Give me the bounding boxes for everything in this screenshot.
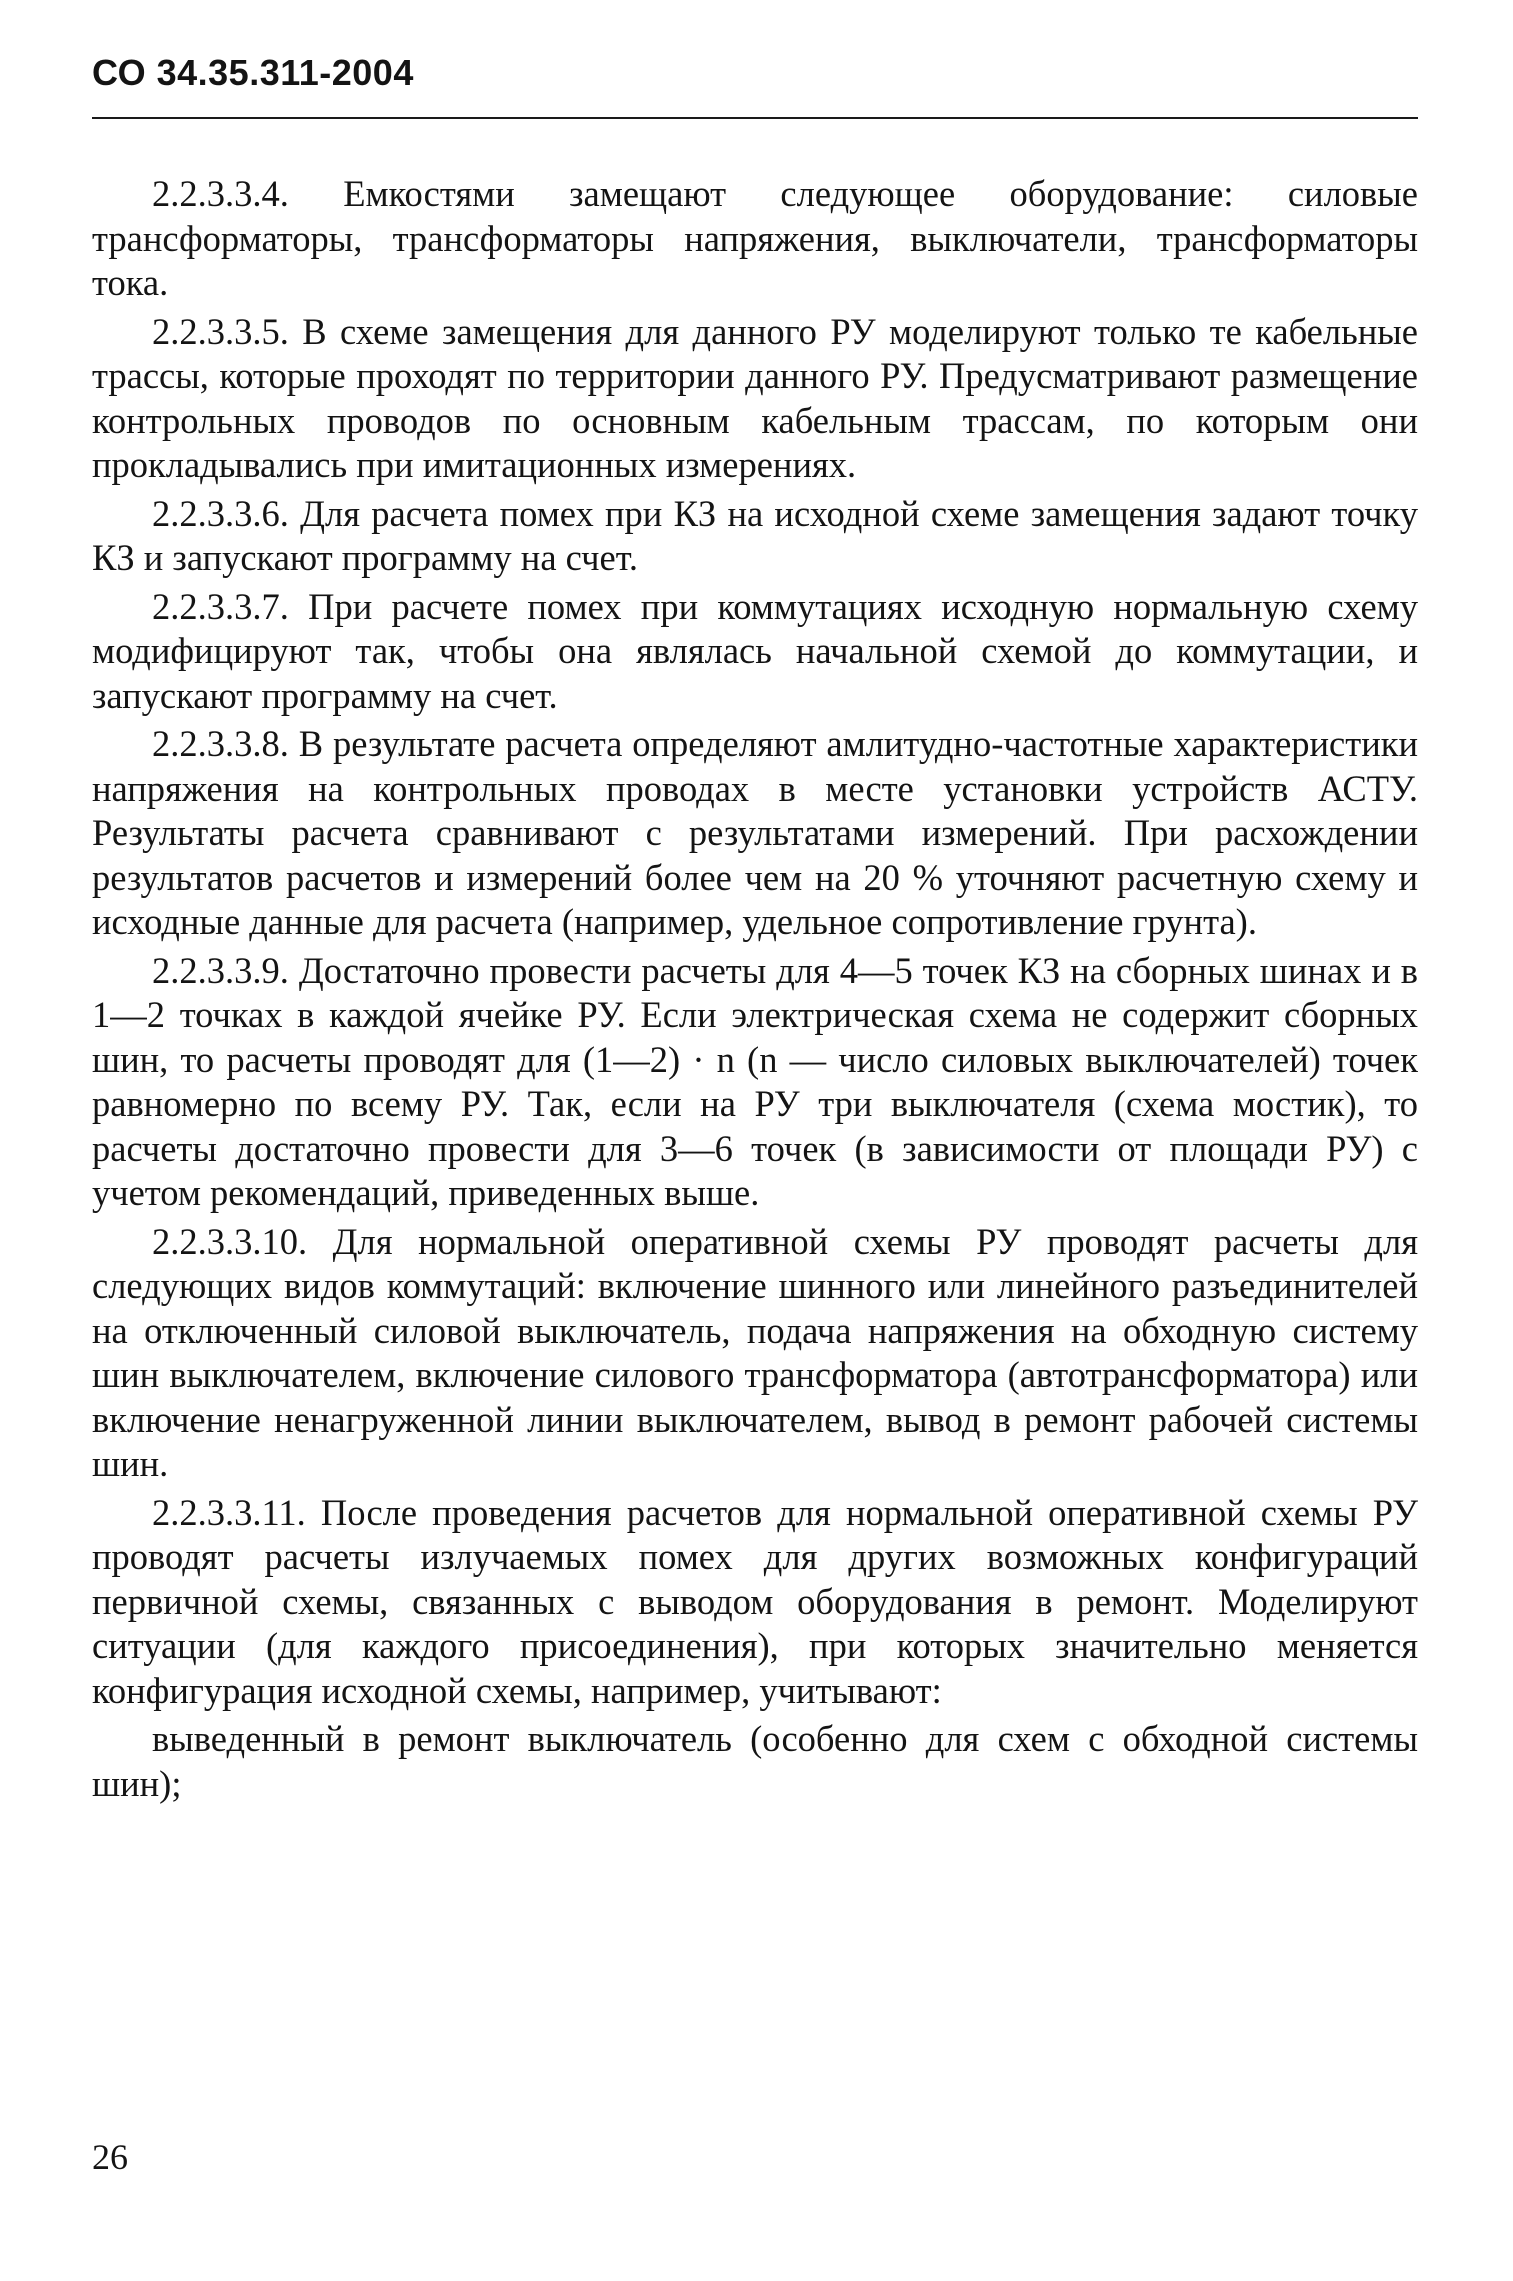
paragraph-text: В схеме замещения для данного РУ моделируют только те кабельные трассы, которые проходят по территории данного РУ. Предусматривают размещение контрольных проводов по основным кабельным трассам, по которым они прокладывались при имитационных измерениях. (92, 310, 1418, 485)
paragraph-2-2-3-3-8 (92, 722, 1418, 945)
header-rule (92, 117, 1418, 119)
paragraph-number: 2.2.3.3.11. (152, 1491, 306, 1533)
paragraph-number: 2.2.3.3.8. (152, 723, 289, 764)
paragraph-2-2-3-3-4 (92, 172, 1418, 306)
paragraph-number: 2.2.3.3.9. (152, 949, 289, 991)
paragraph-text: выведенный в ремонт выключатель (особенно для схем с обходной системы шин); (92, 1718, 1418, 1804)
paragraph-text: Емкостями замещают следующее оборудование: силовые трансформаторы, трансформаторы напряжения, выключатели, трансформаторы тока. (92, 173, 1418, 303)
paragraph-2-2-3-3-10 (92, 1220, 1418, 1487)
paragraph-text: При расчете помех при коммутациях исходную нормальную схему модифицируют так, чтобы она являлась начальной схемой до коммутации, и запускают программу на счет. (92, 585, 1418, 716)
paragraph-text: В результате расчета определяют амлитудно-частотные характеристики напряжения на контрольных проводах в месте установки устройств АСТУ. Результаты расчета сравнивают с результатами измерений. При расхождении результатов расчетов и измерений более чем на 20 % уточняют расчетную схему и исходные данные для расчета (например, удельное сопротивление грунта). (92, 723, 1419, 942)
paragraph-2-2-3-3-11 (92, 1491, 1418, 1714)
list-item-breaker-in-repair (92, 1717, 1418, 1806)
paragraph-2-2-3-3-9 (92, 949, 1418, 1216)
paragraph-2-2-3-3-6 (92, 492, 1418, 581)
paragraph-number: 2.2.3.3.5. (152, 310, 289, 352)
paragraph-text: После проведения расчетов для нормальной оперативной схемы РУ проводят расчеты излучаемых помех для других возможных конфигураций первичной схемы, связанных с выводом оборудования в ремонт. Моделируют ситуации (для каждого присоединения), при которых значительно меняется конфигурация исходной схемы, например, учитывают: (92, 1491, 1419, 1711)
paragraph-number: 2.2.3.3.4. (152, 173, 289, 214)
paragraph-text: Достаточно провести расчеты для 4—5 точек КЗ на сборных шинах и в 1—2 точках в каждой ячейке РУ. Если электрическая схема не содержит сборных шин, то расчеты проводят для (1—2) · n (n — число силовых выключателей) точек равномерно по всему РУ. Так, если на РУ три выключателя (схема мостик), то расчеты достаточно провести для 3—6 точек (в зависимости от площади РУ) с учетом рекомендаций, приведенных выше. (92, 949, 1419, 1213)
paragraph-number: 2.2.3.3.6. (152, 492, 289, 534)
paragraph-text: Для нормальной оперативной схемы РУ проводят расчеты для следующих видов коммутаций: включение шинного или линейного разъединителей на отключенный силовой выключатель, подача напряжения на обходную систему шин выключателем, включение силового трансформатора (автотрансформатора) или включение ненагруженной линии выключателем, вывод в ремонт рабочей системы шин. (92, 1220, 1418, 1484)
paragraph-text: Для расчета помех при КЗ на исходной схеме замещения задают точку КЗ и запускают программу на счет. (92, 492, 1418, 578)
paragraph-2-2-3-3-7 (92, 585, 1418, 719)
paragraph-number: 2.2.3.3.7. (152, 585, 289, 627)
page-number: 26 (92, 2137, 128, 2177)
paragraph-2-2-3-3-5 (92, 310, 1418, 488)
document-code: СО 34.35.311-2004 (92, 52, 414, 93)
paragraph-number: 2.2.3.3.10. (152, 1220, 308, 1262)
body-text (92, 172, 1418, 1810)
